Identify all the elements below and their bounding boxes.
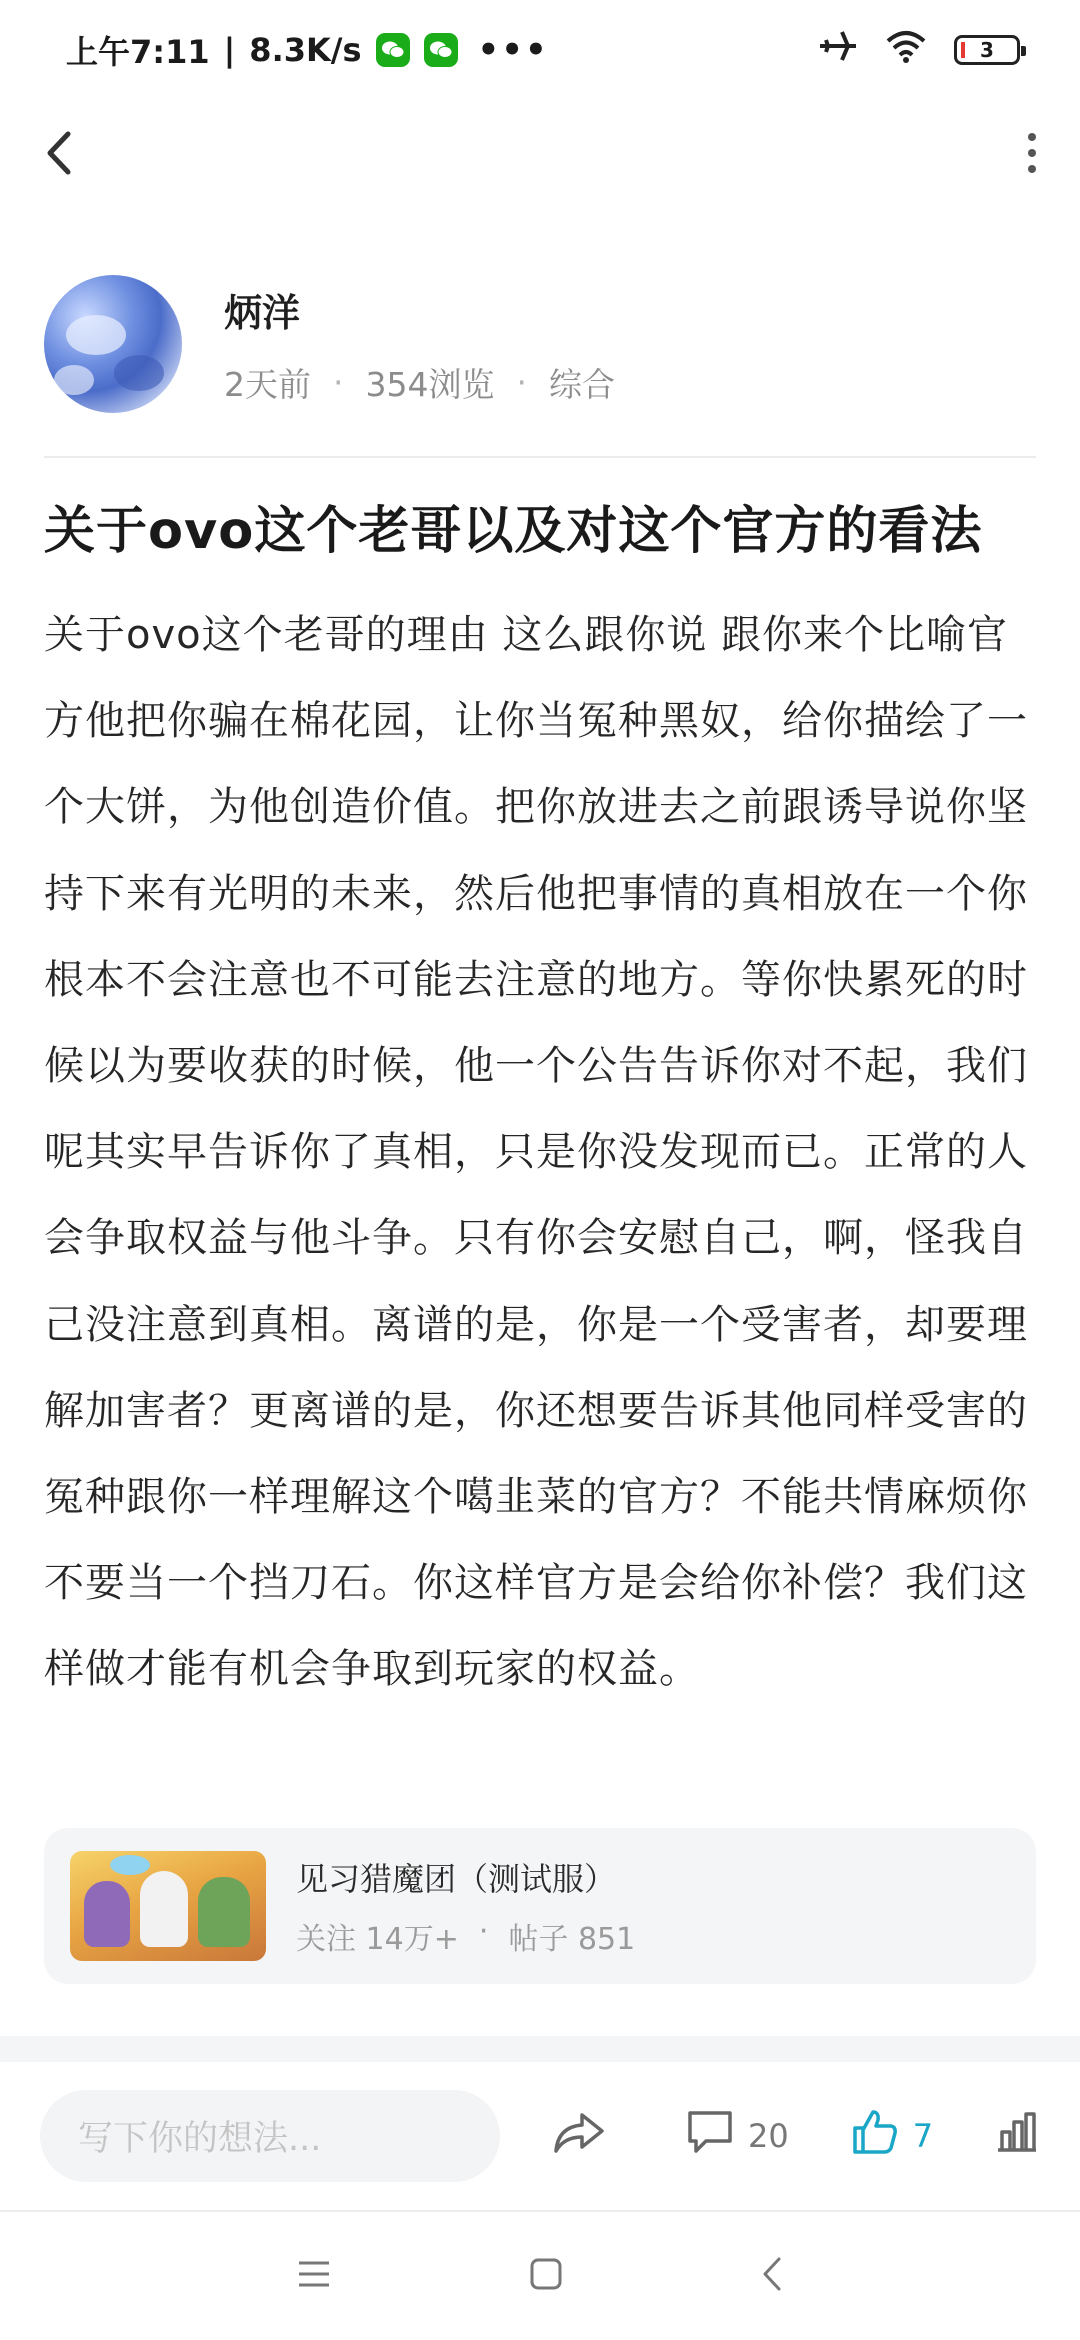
- bar-chart-icon: [994, 2110, 1040, 2162]
- comment-count: 20: [748, 2117, 789, 2155]
- network-speed: 8.3K/s: [249, 31, 362, 69]
- avatar[interactable]: [44, 275, 182, 413]
- battery-icon: [954, 35, 1020, 65]
- game-stats-separator: ·: [478, 1914, 489, 1949]
- system-back-icon[interactable]: [761, 2256, 783, 2296]
- comment-icon: [686, 2109, 734, 2163]
- status-separator: |: [223, 31, 236, 69]
- comment-button[interactable]: [686, 2109, 789, 2163]
- meta-separator-2: ·: [516, 363, 527, 402]
- author-name[interactable]: 炳洋: [224, 291, 301, 335]
- post-body: 关于ovo这个老哥的理由 这么跟你说 跟你来个比喻官方他把你骗在棉花园，让你当冤种黑奴，给你描绘了一个大饼，为他创造价值。把你放进去之前跟诱导说你坚持下来有光明的未来，然后他把事情的真相放在一个你根本不会注意也不可能去注意的地方。等你快累死的时候以为要收获的时候，他一个公告告诉你对不起，我们呢其实早告诉你了真相，只是你没发现而已。正常的人会争取权益与他斗争。只有你会安慰自己，啊，怪我自己没注意到真相。离谱的是，你是一个受害者，却要理解加害者？更离谱的是，你还想要告诉其他同样受害的冤种跟你一样理解这个噶韭菜的官方？不能共情麻烦你不要当一个挡刀石。你这样官方是会给你补偿？我们这样做才能有机会争取到玩家的权益。: [44, 612, 1028, 1693]
- game-name: 见习猎魔团（测试服）: [296, 1860, 617, 1898]
- wechat-notification-icon: [376, 33, 410, 67]
- more-options-icon[interactable]: [1024, 131, 1040, 179]
- post-meta: [224, 359, 615, 406]
- game-thumbnail: [70, 1851, 266, 1961]
- airplane-mode-icon: [818, 28, 858, 72]
- author-header: [44, 274, 1044, 414]
- back-icon[interactable]: [40, 126, 80, 184]
- comment-input-placeholder: 写下你的想法...: [78, 2119, 322, 2159]
- top-navigation: [0, 100, 1080, 210]
- wechat-notification-icon-2: [424, 33, 458, 67]
- game-post-count: 帖子 851: [508, 1922, 636, 1957]
- game-stats: [296, 1914, 635, 1958]
- menu-icon[interactable]: [297, 2260, 331, 2292]
- status-bar: [0, 0, 1080, 100]
- stats-button[interactable]: [994, 2110, 1040, 2162]
- divider: [44, 456, 1036, 458]
- battery-low-indicator: [961, 42, 965, 58]
- meta-separator: ·: [333, 363, 344, 402]
- battery-level: 3: [980, 38, 994, 62]
- share-icon: [552, 2109, 606, 2163]
- game-card[interactable]: [44, 1828, 1036, 1984]
- view-count: 354浏览: [365, 365, 495, 404]
- game-followers: 关注 14万+: [296, 1922, 459, 1957]
- like-button[interactable]: [851, 2108, 933, 2164]
- like-count: 7: [912, 2117, 934, 2155]
- thumbs-up-icon: [851, 2108, 899, 2164]
- status-time: 上午7:11: [66, 33, 210, 71]
- home-icon[interactable]: [529, 2257, 563, 2295]
- wifi-icon: [884, 29, 928, 71]
- system-navigation-bar: [0, 2212, 1080, 2340]
- share-button[interactable]: [552, 2109, 606, 2163]
- bottom-action-bar: [0, 2062, 1080, 2210]
- post-title: 关于ovo这个老哥以及对这个官方的看法: [44, 502, 983, 561]
- section-separator: [0, 2036, 1080, 2062]
- more-notifications-icon: •••: [477, 30, 549, 70]
- post-category[interactable]: 综合: [549, 365, 615, 404]
- comment-input[interactable]: [40, 2090, 500, 2182]
- post-time: 2天前: [224, 365, 311, 404]
